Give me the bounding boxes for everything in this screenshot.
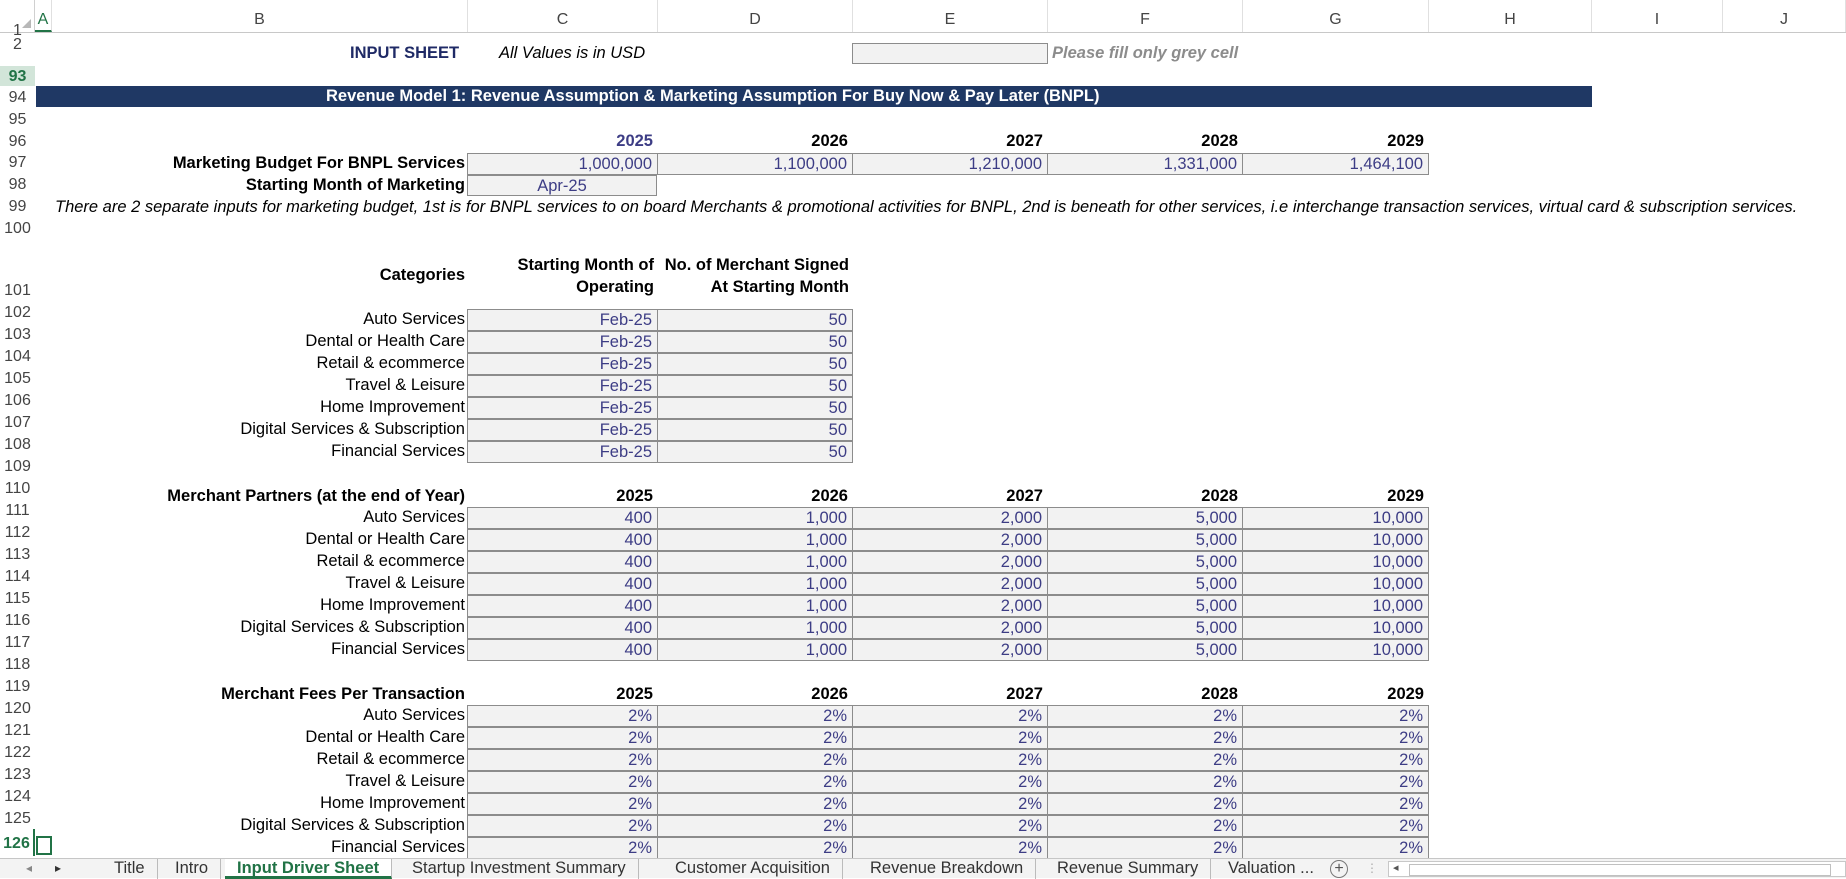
start-month-header-line1: Starting Month of xyxy=(517,256,654,274)
merchant-fees-cell-2025[interactable]: 2% xyxy=(467,815,658,837)
merchant-partners-cell-2028[interactable]: 5,000 xyxy=(1047,529,1243,551)
category-merchants-signed-cell[interactable]: 50 xyxy=(657,331,853,353)
merchant-fees-cell-2027[interactable]: 2% xyxy=(852,837,1048,859)
row-header-1[interactable]: 1 xyxy=(13,22,22,39)
merchant-partners-cell-2026[interactable]: 1,000 xyxy=(657,595,853,617)
merchant-fees-cell-2026[interactable]: 2% xyxy=(657,705,853,727)
merchant-fees-row-label: Auto Services xyxy=(363,706,465,724)
column-header-d[interactable]: D xyxy=(658,0,853,32)
category-label: Home Improvement xyxy=(320,398,465,416)
merchant-partners-cell-2028[interactable]: 5,000 xyxy=(1047,551,1243,573)
row-header-100[interactable]: 100 xyxy=(4,220,31,237)
category-start-month-cell[interactable]: Feb-25 xyxy=(467,441,658,463)
fill-note: Please fill only grey cell xyxy=(1052,44,1239,62)
category-label: Financial Services xyxy=(331,442,465,460)
column-header-i[interactable]: I xyxy=(1592,0,1723,32)
merchant-fees-cell-2027[interactable]: 2% xyxy=(852,815,1048,837)
marketing-note: There are 2 separate inputs for marketing budget, 1st is for BNPL services to on board Merchants & promotional activities for BNPL, 2nd is beneath for other services, i.e interchange transaction services, virtual card & subscription services. xyxy=(55,198,1798,216)
category-label: Travel & Leisure xyxy=(345,376,465,394)
years-96-year-2026: 2026 xyxy=(811,132,848,150)
row-header-103[interactable]: 103 xyxy=(4,326,31,343)
marketing-start-cell[interactable]: Apr-25 xyxy=(467,175,657,196)
merchant-fees-cell-2029[interactable]: 2% xyxy=(1242,793,1429,815)
row-header-105[interactable]: 105 xyxy=(4,370,31,387)
categories-header: Categories xyxy=(379,266,465,284)
row-header-116[interactable]: 116 xyxy=(4,612,31,629)
row-header-2[interactable]: 2 xyxy=(13,36,22,53)
years-110-year-2026: 2026 xyxy=(811,487,848,505)
years-119-year-2026: 2026 xyxy=(811,685,848,703)
section-banner-text: Revenue Model 1: Revenue Assumption & Marketing Assumption For Buy Now & Pay Later (BNPL) xyxy=(326,87,1100,105)
merchant-partners-cell-2027[interactable]: 2,000 xyxy=(852,617,1048,639)
column-header-c[interactable]: C xyxy=(468,0,658,32)
category-merchants-signed-cell[interactable]: 50 xyxy=(657,353,853,375)
row-header-111[interactable]: 111 xyxy=(5,502,30,519)
marketing-budget-2025[interactable]: 1,000,000 xyxy=(467,153,658,175)
active-cell-a126[interactable] xyxy=(36,836,52,855)
row-header-99[interactable]: 99 xyxy=(8,198,27,215)
merchant-fees-row-label: Travel & Leisure xyxy=(345,772,465,790)
tab-revenue-summary[interactable]: Revenue Summary xyxy=(1045,859,1211,879)
years-110-year-2029: 2029 xyxy=(1387,487,1424,505)
years-119-year-2025: 2025 xyxy=(616,685,653,703)
merchant-fees-cell-2026[interactable]: 2% xyxy=(657,749,853,771)
merchant-partners-cell-2027[interactable]: 2,000 xyxy=(852,595,1048,617)
merchant-partners-row-label: Home Improvement xyxy=(320,596,465,614)
merchant-fees-row-label: Financial Services xyxy=(331,838,465,856)
merchant-fees-cell-2025[interactable]: 2% xyxy=(467,705,658,727)
merchant-fees-cell-2029[interactable]: 2% xyxy=(1242,705,1429,727)
values-note: All Values is in USD xyxy=(499,44,646,62)
merchant-partners-cell-2028[interactable]: 5,000 xyxy=(1047,595,1243,617)
sheet-tab-bar xyxy=(0,858,1846,878)
merchant-partners-cell-2025[interactable]: 400 xyxy=(467,507,658,529)
merchant-partners-cell-2027[interactable]: 2,000 xyxy=(852,551,1048,573)
merchant-fees-cell-2029[interactable]: 2% xyxy=(1242,727,1429,749)
merchant-fees-cell-2028[interactable]: 2% xyxy=(1047,815,1243,837)
row-header-122[interactable]: 122 xyxy=(4,744,31,761)
row-header-110[interactable]: 110 xyxy=(4,480,31,497)
merchant-partners-cell-2026[interactable]: 1,000 xyxy=(657,529,853,551)
row-header-109[interactable]: 109 xyxy=(4,458,31,475)
category-start-month-cell[interactable]: Feb-25 xyxy=(467,419,658,441)
tab-scroll-left-icon[interactable]: ◂ xyxy=(26,861,33,875)
row-header-125[interactable]: 125 xyxy=(4,810,31,827)
tab-intro[interactable]: Intro xyxy=(163,859,221,879)
row-header-104[interactable]: 104 xyxy=(4,348,31,365)
row-header-119[interactable]: 119 xyxy=(4,678,31,695)
row-header-124[interactable]: 124 xyxy=(4,788,31,805)
column-header-b[interactable]: B xyxy=(52,0,468,32)
merchant-partners-cell-2026[interactable]: 1,000 xyxy=(657,551,853,573)
merchant-fees-row-label: Home Improvement xyxy=(320,794,465,812)
row-header-118[interactable]: 118 xyxy=(4,656,31,673)
years-96-year-2027: 2027 xyxy=(1006,132,1043,150)
merchant-fees-cell-2025[interactable]: 2% xyxy=(467,749,658,771)
row-header-96[interactable]: 96 xyxy=(8,133,27,150)
merchant-signed-header-line2: At Starting Month xyxy=(710,278,849,296)
row-header-101[interactable]: 101 xyxy=(4,282,31,299)
category-merchants-signed-cell[interactable]: 50 xyxy=(657,441,853,463)
merchant-partners-cell-2025[interactable]: 400 xyxy=(467,639,658,661)
tab-scroll-right-icon[interactable]: ▸ xyxy=(55,861,62,875)
merchant-partners-row-label: Dental or Health Care xyxy=(305,530,465,548)
merchant-fees-row-label: Digital Services & Subscription xyxy=(240,816,465,834)
category-label: Dental or Health Care xyxy=(305,332,465,350)
row-header-97[interactable]: 97 xyxy=(8,154,27,171)
merchant-partners-cell-2025[interactable]: 400 xyxy=(467,595,658,617)
category-merchants-signed-cell[interactable]: 50 xyxy=(657,419,853,441)
years-119-year-2029: 2029 xyxy=(1387,685,1424,703)
merchant-fees-cell-2028[interactable]: 2% xyxy=(1047,793,1243,815)
category-merchants-signed-cell[interactable]: 50 xyxy=(657,375,853,397)
merchant-fees-cell-2026[interactable]: 2% xyxy=(657,727,853,749)
column-header-g[interactable]: G xyxy=(1243,0,1429,32)
merchant-partners-row-label: Financial Services xyxy=(331,640,465,658)
tab-startup-investment-summary[interactable]: Startup Investment Summary xyxy=(400,859,639,879)
row-header-108[interactable]: 108 xyxy=(4,436,31,453)
merchant-fees-cell-2028[interactable]: 2% xyxy=(1047,749,1243,771)
years-110-year-2027: 2027 xyxy=(1006,487,1043,505)
merchant-partners-row-label: Retail & ecommerce xyxy=(316,552,465,570)
merchant-partners-cell-2029[interactable]: 10,000 xyxy=(1242,529,1429,551)
category-label: Retail & ecommerce xyxy=(316,354,465,372)
tab-revenue-breakdown[interactable]: Revenue Breakdown xyxy=(858,859,1036,879)
category-label: Auto Services xyxy=(363,310,465,328)
column-header-a[interactable]: A xyxy=(35,0,52,32)
merchant-partners-cell-2025[interactable]: 400 xyxy=(467,617,658,639)
merchant-partners-cell-2025[interactable]: 400 xyxy=(467,573,658,595)
years-119-year-2027: 2027 xyxy=(1006,685,1043,703)
merchant-partners-cell-2028[interactable]: 5,000 xyxy=(1047,573,1243,595)
merchant-partners-cell-2026[interactable]: 1,000 xyxy=(657,573,853,595)
row-header-114[interactable]: 114 xyxy=(4,568,31,585)
merchant-fees-cell-2027[interactable]: 2% xyxy=(852,705,1048,727)
horizontal-scrollbar[interactable] xyxy=(1388,861,1846,877)
merchant-partners-cell-2027[interactable]: 2,000 xyxy=(852,507,1048,529)
merchant-partners-row-label: Digital Services & Subscription xyxy=(240,618,465,636)
category-start-month-cell[interactable]: Feb-25 xyxy=(467,331,658,353)
row-header-95[interactable]: 95 xyxy=(8,111,27,128)
merchant-partners-cell-2029[interactable]: 10,000 xyxy=(1242,551,1429,573)
column-header-h[interactable]: H xyxy=(1429,0,1592,32)
category-merchants-signed-cell[interactable]: 50 xyxy=(657,397,853,419)
start-month-header-line2: Operating xyxy=(576,278,654,296)
merchant-fees-cell-2029[interactable]: 2% xyxy=(1242,749,1429,771)
marketing-budget-2026[interactable]: 1,100,000 xyxy=(657,153,853,175)
merchant-fees-cell-2028[interactable]: 2% xyxy=(1047,837,1243,859)
marketing-start-label: Starting Month of Marketing xyxy=(245,176,465,194)
merchant-fees-cell-2025[interactable]: 2% xyxy=(467,771,658,793)
grey-cell-legend[interactable] xyxy=(852,43,1048,64)
column-header-j[interactable]: J xyxy=(1723,0,1846,32)
merchant-partners-cell-2027[interactable]: 2,000 xyxy=(852,529,1048,551)
merchant-partners-cell-2025[interactable]: 400 xyxy=(467,551,658,573)
merchant-fees-cell-2026[interactable]: 2% xyxy=(657,793,853,815)
merchant-fees-cell-2025[interactable]: 2% xyxy=(467,793,658,815)
section-banner xyxy=(36,86,1592,107)
merchant-fees-cell-2028[interactable]: 2% xyxy=(1047,705,1243,727)
tab-input-driver-sheet[interactable]: Input Driver Sheet xyxy=(225,859,392,879)
column-header-bar xyxy=(0,0,1846,39)
row-header-113[interactable]: 113 xyxy=(4,546,31,563)
merchant-signed-header-line1: No. of Merchant Signed xyxy=(664,256,849,274)
merchant-partners-cell-2029[interactable]: 10,000 xyxy=(1242,639,1429,661)
years-96-year-2029: 2029 xyxy=(1387,132,1424,150)
merchant-fees-cell-2026[interactable]: 2% xyxy=(657,815,853,837)
scroll-left-arrow-icon[interactable]: ◂ xyxy=(1393,862,1399,874)
marketing-budget-2027[interactable]: 1,210,000 xyxy=(852,153,1048,175)
merchant-fees-cell-2027[interactable]: 2% xyxy=(852,727,1048,749)
row-header-120[interactable]: 120 xyxy=(4,700,31,717)
merchant-partners-cell-2026[interactable]: 1,000 xyxy=(657,617,853,639)
row-header-106[interactable]: 106 xyxy=(4,392,31,409)
merchant-partners-cell-2027[interactable]: 2,000 xyxy=(852,573,1048,595)
merchant-partners-cell-2029[interactable]: 10,000 xyxy=(1242,617,1429,639)
merchant-partners-cell-2029[interactable]: 10,000 xyxy=(1242,595,1429,617)
merchant-fees-cell-2027[interactable]: 2% xyxy=(852,793,1048,815)
merchant-partners-cell-2026[interactable]: 1,000 xyxy=(657,639,853,661)
category-start-month-cell[interactable]: Feb-25 xyxy=(467,309,658,331)
input-sheet-title: INPUT SHEET xyxy=(350,44,460,62)
merchant-fees-cell-2029[interactable]: 2% xyxy=(1242,771,1429,793)
merchant-partners-cell-2027[interactable]: 2,000 xyxy=(852,639,1048,661)
row-header-102[interactable]: 102 xyxy=(4,304,31,321)
merchant-fees-cell-2025[interactable]: 2% xyxy=(467,727,658,749)
merchant-fees-cell-2026[interactable]: 2% xyxy=(657,837,853,859)
merchant-fees-cell-2026[interactable]: 2% xyxy=(657,771,853,793)
row-header-117[interactable]: 117 xyxy=(4,634,31,651)
years-110-year-2028: 2028 xyxy=(1201,487,1238,505)
merchant-partners-row-label: Travel & Leisure xyxy=(345,574,465,592)
merchant-partners-cell-2026[interactable]: 1,000 xyxy=(657,507,853,529)
row-header-93[interactable]: 93 xyxy=(0,66,35,86)
merchant-partners-cell-2029[interactable]: 10,000 xyxy=(1242,507,1429,529)
category-label: Digital Services & Subscription xyxy=(240,420,465,438)
row-header-121[interactable]: 121 xyxy=(4,722,31,739)
tab-split-handle-icon[interactable]: ⋮ xyxy=(1366,861,1378,875)
tab-valuation[interactable]: Valuation ... xyxy=(1228,859,1314,877)
years-110-year-2025: 2025 xyxy=(616,487,653,505)
merchant-partners-cell-2028[interactable]: 5,000 xyxy=(1047,617,1243,639)
row-header-123[interactable]: 123 xyxy=(4,766,31,783)
category-merchants-signed-cell[interactable]: 50 xyxy=(657,309,853,331)
merchant-partners-cell-2029[interactable]: 10,000 xyxy=(1242,573,1429,595)
merchant-fees-cell-2029[interactable]: 2% xyxy=(1242,837,1429,859)
marketing-budget-2028[interactable]: 1,331,000 xyxy=(1047,153,1243,175)
column-header-e[interactable]: E xyxy=(853,0,1048,32)
category-start-month-cell[interactable]: Feb-25 xyxy=(467,375,658,397)
merchant-partners-row-label: Auto Services xyxy=(363,508,465,526)
merchant-partners-title: Merchant Partners (at the end of Year) xyxy=(167,487,465,505)
row-header-107[interactable]: 107 xyxy=(4,414,31,431)
row-header-115[interactable]: 115 xyxy=(4,590,31,607)
row-header-112[interactable]: 112 xyxy=(4,524,31,541)
row-header-126[interactable]: 126 xyxy=(0,829,35,856)
column-header-f[interactable]: F xyxy=(1048,0,1243,32)
merchant-fees-title: Merchant Fees Per Transaction xyxy=(221,685,465,703)
merchant-fees-row-label: Retail & ecommerce xyxy=(316,750,465,768)
scrollbar-thumb[interactable] xyxy=(1409,864,1831,876)
marketing-budget-2029[interactable]: 1,464,100 xyxy=(1242,153,1429,175)
years-96-year-2025: 2025 xyxy=(616,132,653,150)
row-header-98[interactable]: 98 xyxy=(8,176,27,193)
row-header-94[interactable]: 94 xyxy=(8,89,27,106)
merchant-partners-cell-2025[interactable]: 400 xyxy=(467,529,658,551)
merchant-fees-cell-2028[interactable]: 2% xyxy=(1047,771,1243,793)
category-start-month-cell[interactable]: Feb-25 xyxy=(467,397,658,419)
merchant-fees-row-label: Dental or Health Care xyxy=(305,728,465,746)
merchant-partners-cell-2028[interactable]: 5,000 xyxy=(1047,507,1243,529)
merchant-partners-cell-2028[interactable]: 5,000 xyxy=(1047,639,1243,661)
merchant-fees-cell-2027[interactable]: 2% xyxy=(852,771,1048,793)
marketing-budget-label: Marketing Budget For BNPL Services xyxy=(172,154,465,172)
merchant-fees-cell-2028[interactable]: 2% xyxy=(1047,727,1243,749)
years-96-year-2028: 2028 xyxy=(1201,132,1238,150)
merchant-fees-cell-2025[interactable]: 2% xyxy=(467,837,658,859)
years-119-year-2028: 2028 xyxy=(1201,685,1238,703)
add-sheet-icon[interactable]: + xyxy=(1330,860,1348,878)
tab-customer-acquisition[interactable]: Customer Acquisition xyxy=(663,859,843,879)
merchant-fees-cell-2027[interactable]: 2% xyxy=(852,749,1048,771)
tab-title[interactable]: Title xyxy=(102,859,158,879)
merchant-fees-cell-2029[interactable]: 2% xyxy=(1242,815,1429,837)
category-start-month-cell[interactable]: Feb-25 xyxy=(467,353,658,375)
